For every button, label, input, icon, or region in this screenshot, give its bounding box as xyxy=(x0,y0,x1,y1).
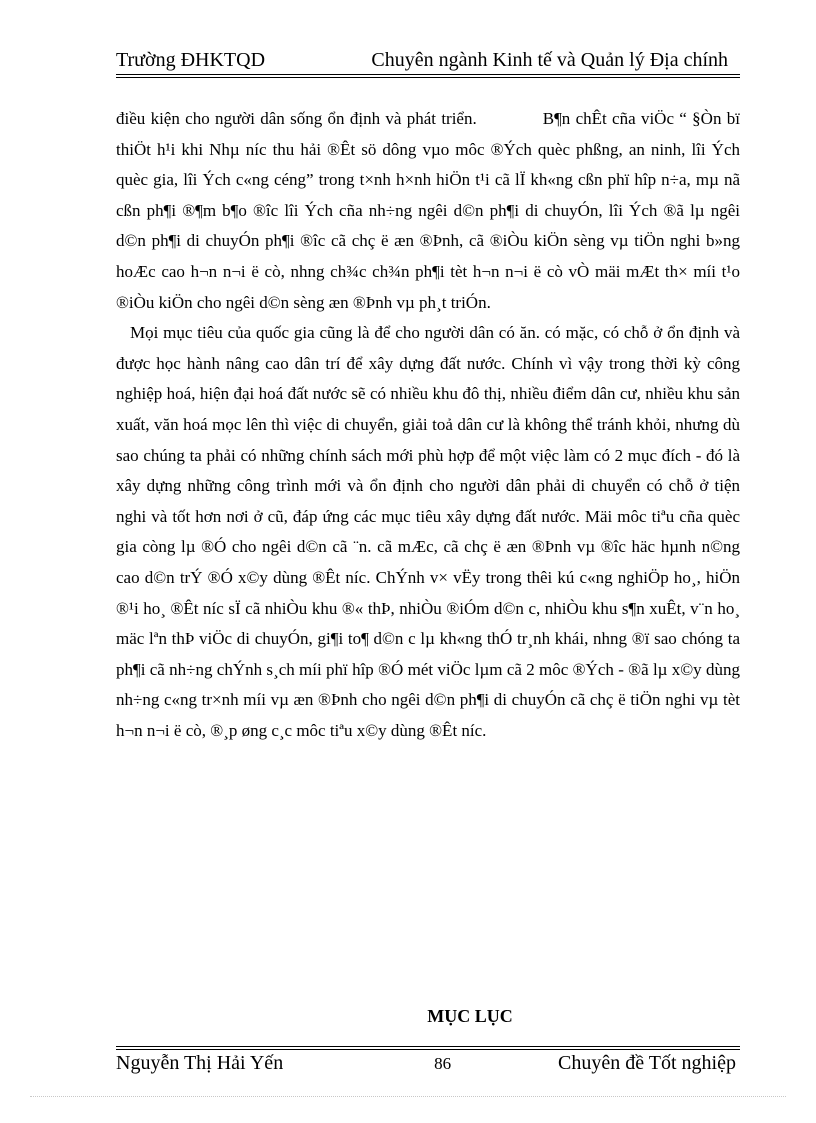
page-number: 86 xyxy=(434,1054,452,1073)
page-bottom-dotted-line xyxy=(30,1096,786,1097)
paragraph-1 xyxy=(116,104,740,318)
footer-title: Chuyên đề Tốt nghiệp xyxy=(558,1052,736,1074)
toc-title: MỤC LỤC xyxy=(427,1006,513,1026)
header-rule xyxy=(116,74,740,78)
footer-author: Nguyễn Thị Hải Yến xyxy=(116,1052,284,1074)
paragraph-1-start: điều kiện cho người dân sống ổn định và phát triển. xyxy=(116,109,477,128)
header-school: Trường ĐHKTQD xyxy=(116,49,266,71)
page-footer xyxy=(116,1050,736,1077)
document-body xyxy=(116,104,740,746)
paragraph-2 xyxy=(116,318,740,746)
paragraph-2-legacy-text: Mäi môc tiªu cña quèc gia còng lµ ®Ó cho ngêi d©n cã ¨n. cã mÆc, cã chç ë æn ®Þnh vµ ®îc häc hµnh n©ng cao d©n trÝ ®Ó x©y dùng ®Êt níc. ChÝnh v× vËy trong thêi kú c«ng nghiÖp ho¸, hiÖn ®¹i ho¸ ®Êt níc sÏ cã nhiÒu khu ®« thÞ, nhiÒu ®iÓm d©n c, nhiÒu khu s¶n xuÊt, v¨n ho¸ mäc lªn thÞ viÖc di chuyÓn, gi¶i to¶ d©n c lµ kh«ng thÓ tr¸nh khái, nhng ®ï sao chóng ta ph¶i cã nh÷ng chÝnh s¸ch míi phï hîp ®Ó mét viÖc lµm cã 2 môc ®Ých - ®ã lµ x©y dùng nh÷ng c«ng tr×nh míi vµ æn ®Þnh cho ngêi d©n ph¶i di chuyÓn cã chç ë tiÖn nghi vµ tèt h¬n n¬i ë cò, ®¸p øng c¸c môc tiªu x©y dùng ®Êt níc. xyxy=(116,506,740,740)
page-header xyxy=(116,46,728,74)
paragraph-1-legacy-text: B¶n chÊt cña viÖc “ §Òn bï thiÖt h¹i khi Nhµ níc thu hải ®Êt sö dông vµo môc ®Ých quèc phßng, an ninh, lîi Ých quèc gia, lîi Ých c«ng céng” trong t×nh h×nh hiÖn t¹i cã lÏ kh«ng cßn phï hîp n÷a, mµ nã cßn ph¶i ®¶m b¶o ®îc lîi Ých cña nh÷ng ngêi d©n ph¶i di chuyÓn, lîi Ých ®ã lµ ngêi d©n ph¶i di chuyÓn ph¶i ®îc cã chç ë æn ®Þnh, cã ®iÒu kiÖn sèng vµ tiÖn nghi b»ng hoÆc cao h¬n n¬i ë cò, nhng ch¾c ch¾n ph¶i tèt h¬n n¬i ë cò vÒ mäi mÆt th× míi t¹o ®iÒu kiÖn cho ngêi d©n sèng æn ®Þnh vµ ph¸t triÓn. xyxy=(116,109,740,312)
paragraph-2-text: Mọi mục tiêu của quốc gia cũng là để cho người dân có ăn. có mặc, có chỗ ở ổn định và được học hành nâng cao dân trí để xây dựng đất nước. Chính vì vậy trong thời kỳ công nghiệp hoá, hiện đại hoá đất nước sẽ có nhiều khu đô thị, nhiều điểm dân cư, nhiều khu sản xuất, văn hoá mọc lên thì việc di chuyển, giải toả dân cư là không thể tránh khỏi, nhưng dù sao chúng ta phải có những chính sách mới phù hợp để một việc làm có 2 mục đích - đó là xây dựng những công trình mới và ổn định cho người dân phải di chuyển có chỗ ở tiện nghi và tốt hơn nơi ở cũ, đáp ứng các mục tiêu xây dựng đất nước. xyxy=(116,323,740,526)
header-major: Chuyên ngành Kinh tế và Quản lý Địa chính xyxy=(371,49,728,71)
